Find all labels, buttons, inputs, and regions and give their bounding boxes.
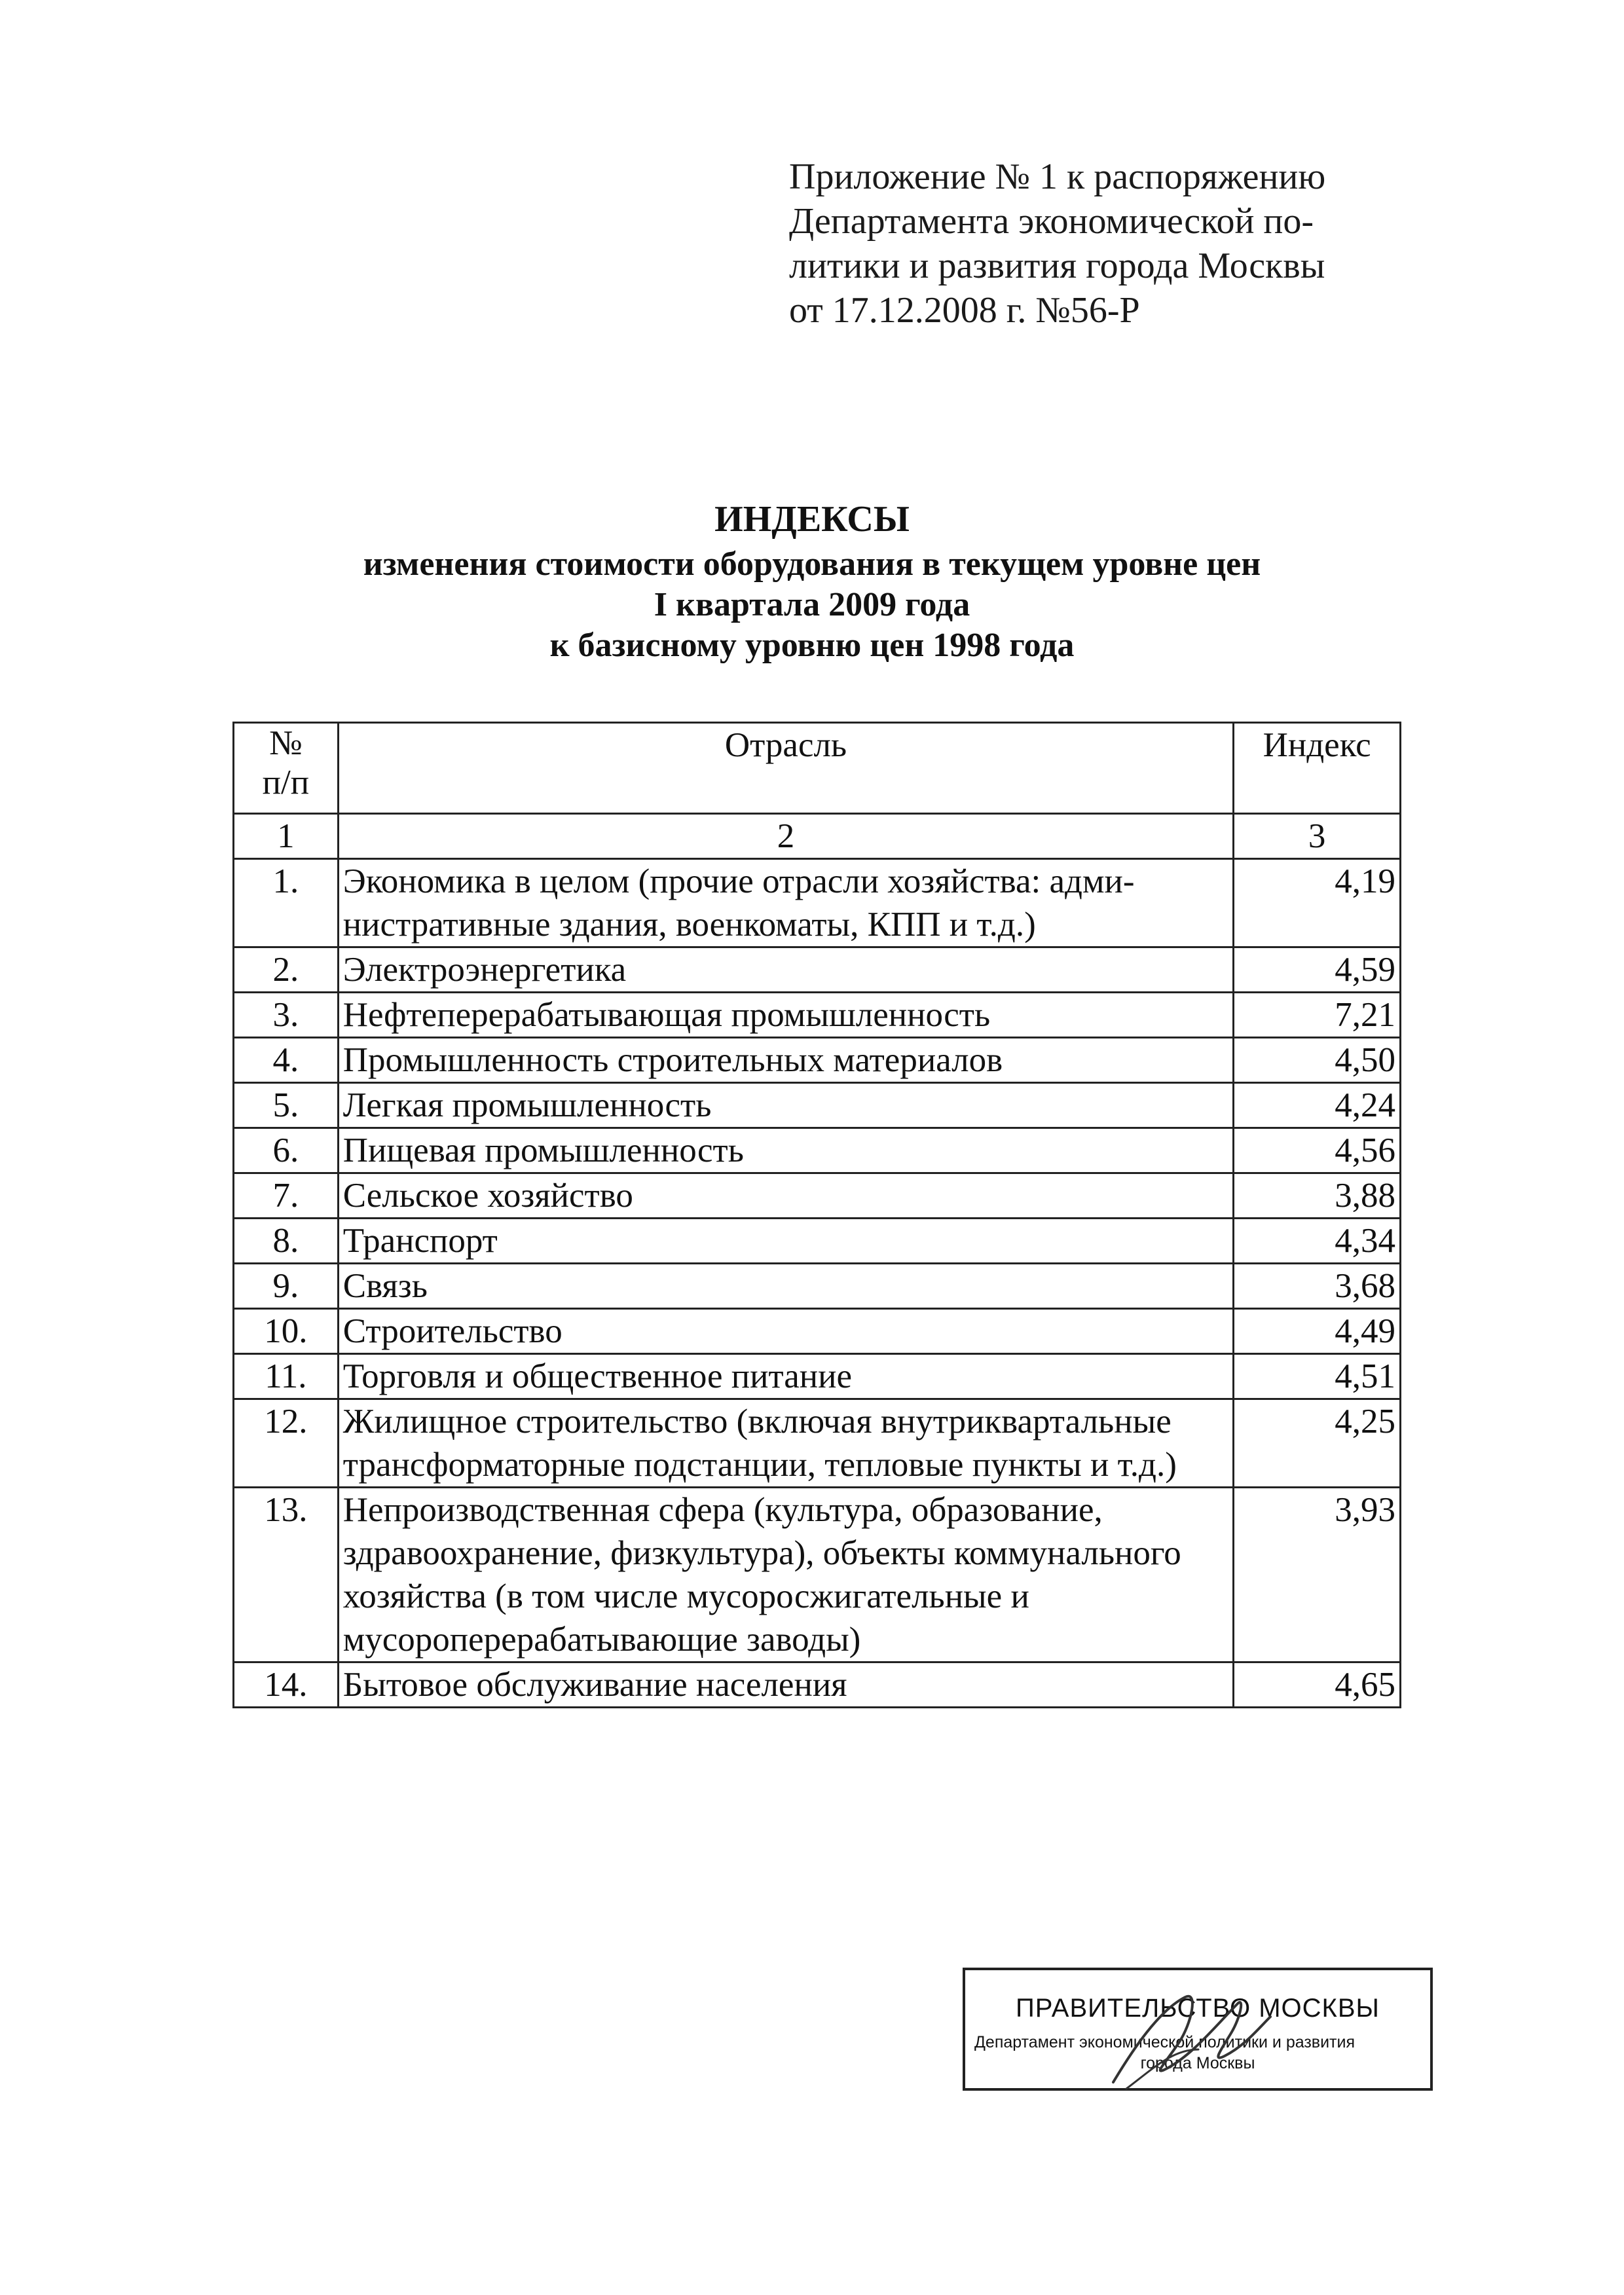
- heading-line-2: изменения стоимости оборудования в текущем уровне цен: [363, 545, 1261, 583]
- row-number: 9.: [234, 1264, 339, 1309]
- table-row: [234, 1354, 1401, 1399]
- table-row: [234, 1309, 1401, 1354]
- table-row: [234, 1488, 1401, 1662]
- row-number: 8.: [234, 1219, 339, 1264]
- heading-line-3: I квартала 2009 года: [654, 586, 970, 623]
- table-row: [234, 1399, 1401, 1488]
- row-industry: Торговля и общественное питание: [338, 1354, 1234, 1399]
- row-index-value: 4,49: [1234, 1309, 1401, 1354]
- annex-reference: [789, 155, 1378, 333]
- row-number: 10.: [234, 1309, 339, 1354]
- row-industry: Промышленность строительных материалов: [338, 1038, 1234, 1083]
- annex-line-1: Приложение № 1 к распоряжению: [789, 156, 1326, 197]
- document-heading: [0, 494, 1624, 666]
- document-title: ИНДЕКСЫ: [714, 499, 910, 540]
- row-index-value: 4,34: [1234, 1219, 1401, 1264]
- row-index-value: 3,68: [1234, 1264, 1401, 1309]
- row-number: 14.: [234, 1662, 339, 1708]
- row-number: 4.: [234, 1038, 339, 1083]
- row-industry: Транспорт: [338, 1219, 1234, 1264]
- row-index-value: 4,25: [1234, 1399, 1401, 1488]
- row-index-value: 4,51: [1234, 1354, 1401, 1399]
- table-row: [234, 947, 1401, 993]
- table-row: [234, 993, 1401, 1038]
- table-row: [234, 1038, 1401, 1083]
- column-number-row: [234, 814, 1401, 859]
- column-number-3: 3: [1234, 814, 1401, 859]
- index-table: [232, 722, 1401, 1708]
- row-number: 11.: [234, 1354, 339, 1399]
- annex-line-4: от 17.12.2008 г. №56-Р: [789, 290, 1140, 331]
- row-index-value: 4,50: [1234, 1038, 1401, 1083]
- row-index-value: 7,21: [1234, 993, 1401, 1038]
- row-index-value: 3,93: [1234, 1488, 1401, 1662]
- row-index-value: 4,19: [1234, 859, 1401, 947]
- table-header-row: [234, 723, 1401, 814]
- row-number: 13.: [234, 1488, 339, 1662]
- row-industry: Бытовое обслуживание населения: [338, 1662, 1234, 1708]
- row-number: 12.: [234, 1399, 339, 1488]
- row-industry: Строительство: [338, 1309, 1234, 1354]
- row-industry: Экономика в целом (прочие отрасли хозяйства: адми-нистративные здания, военкоматы, КПП и т.д.): [338, 859, 1234, 947]
- column-number-2: 2: [338, 814, 1234, 859]
- row-number: 1.: [234, 859, 339, 947]
- header-number: [234, 723, 339, 814]
- handwritten-signature: [1087, 1971, 1283, 2102]
- column-number-1: 1: [234, 814, 339, 859]
- row-number: 6.: [234, 1128, 339, 1173]
- row-industry: Нефтеперерабатывающая промышленность: [338, 993, 1234, 1038]
- row-index-value: 4,24: [1234, 1083, 1401, 1128]
- heading-line-4: к базисному уровню цен 1998 года: [549, 627, 1075, 664]
- row-industry: Легкая промышленность: [338, 1083, 1234, 1128]
- row-industry: Непроизводственная сфера (культура, образование, здравоохранение, физкультура), объекты коммунального хозяйства (в том числе мусоросжигательные и мусороперерабатывающие заводы): [338, 1488, 1234, 1662]
- table-row: [234, 1264, 1401, 1309]
- table-row: [234, 859, 1401, 947]
- header-number-line-2: п/п: [262, 763, 310, 801]
- row-number: 2.: [234, 947, 339, 993]
- row-industry: Электроэнергетика: [338, 947, 1234, 993]
- row-index-value: 4,65: [1234, 1662, 1401, 1708]
- row-index-value: 4,59: [1234, 947, 1401, 993]
- stamp-line-3: города Москвы: [1140, 2054, 1255, 2072]
- row-index-value: 4,56: [1234, 1128, 1401, 1173]
- table-row: [234, 1173, 1401, 1219]
- row-industry: Пищевая промышленность: [338, 1128, 1234, 1173]
- row-number: 3.: [234, 993, 339, 1038]
- table-row: [234, 1128, 1401, 1173]
- table-row: [234, 1219, 1401, 1264]
- row-industry: Связь: [338, 1264, 1234, 1309]
- header-industry: Отрасль: [338, 723, 1234, 814]
- table-row: [234, 1662, 1401, 1708]
- row-industry: Жилищное строительство (включая внутриквартальные трансформаторные подстанции, тепловые пункты и т.д.): [338, 1399, 1234, 1488]
- row-number: 7.: [234, 1173, 339, 1219]
- annex-line-3: литики и развития города Москвы: [789, 246, 1325, 286]
- stamp-line-2: Департамент экономической политики и развития: [974, 2033, 1356, 2051]
- annex-line-2: Департамента экономической по-: [789, 201, 1314, 242]
- header-index: Индекс: [1234, 723, 1401, 814]
- table-row: [234, 1083, 1401, 1128]
- row-industry: Сельское хозяйство: [338, 1173, 1234, 1219]
- header-number-line-1: №: [269, 724, 303, 762]
- row-index-value: 3,88: [1234, 1173, 1401, 1219]
- row-number: 5.: [234, 1083, 339, 1128]
- stamp-line-1: ПРАВИТЕЛЬСТВО МОСКВЫ: [1016, 1994, 1380, 2023]
